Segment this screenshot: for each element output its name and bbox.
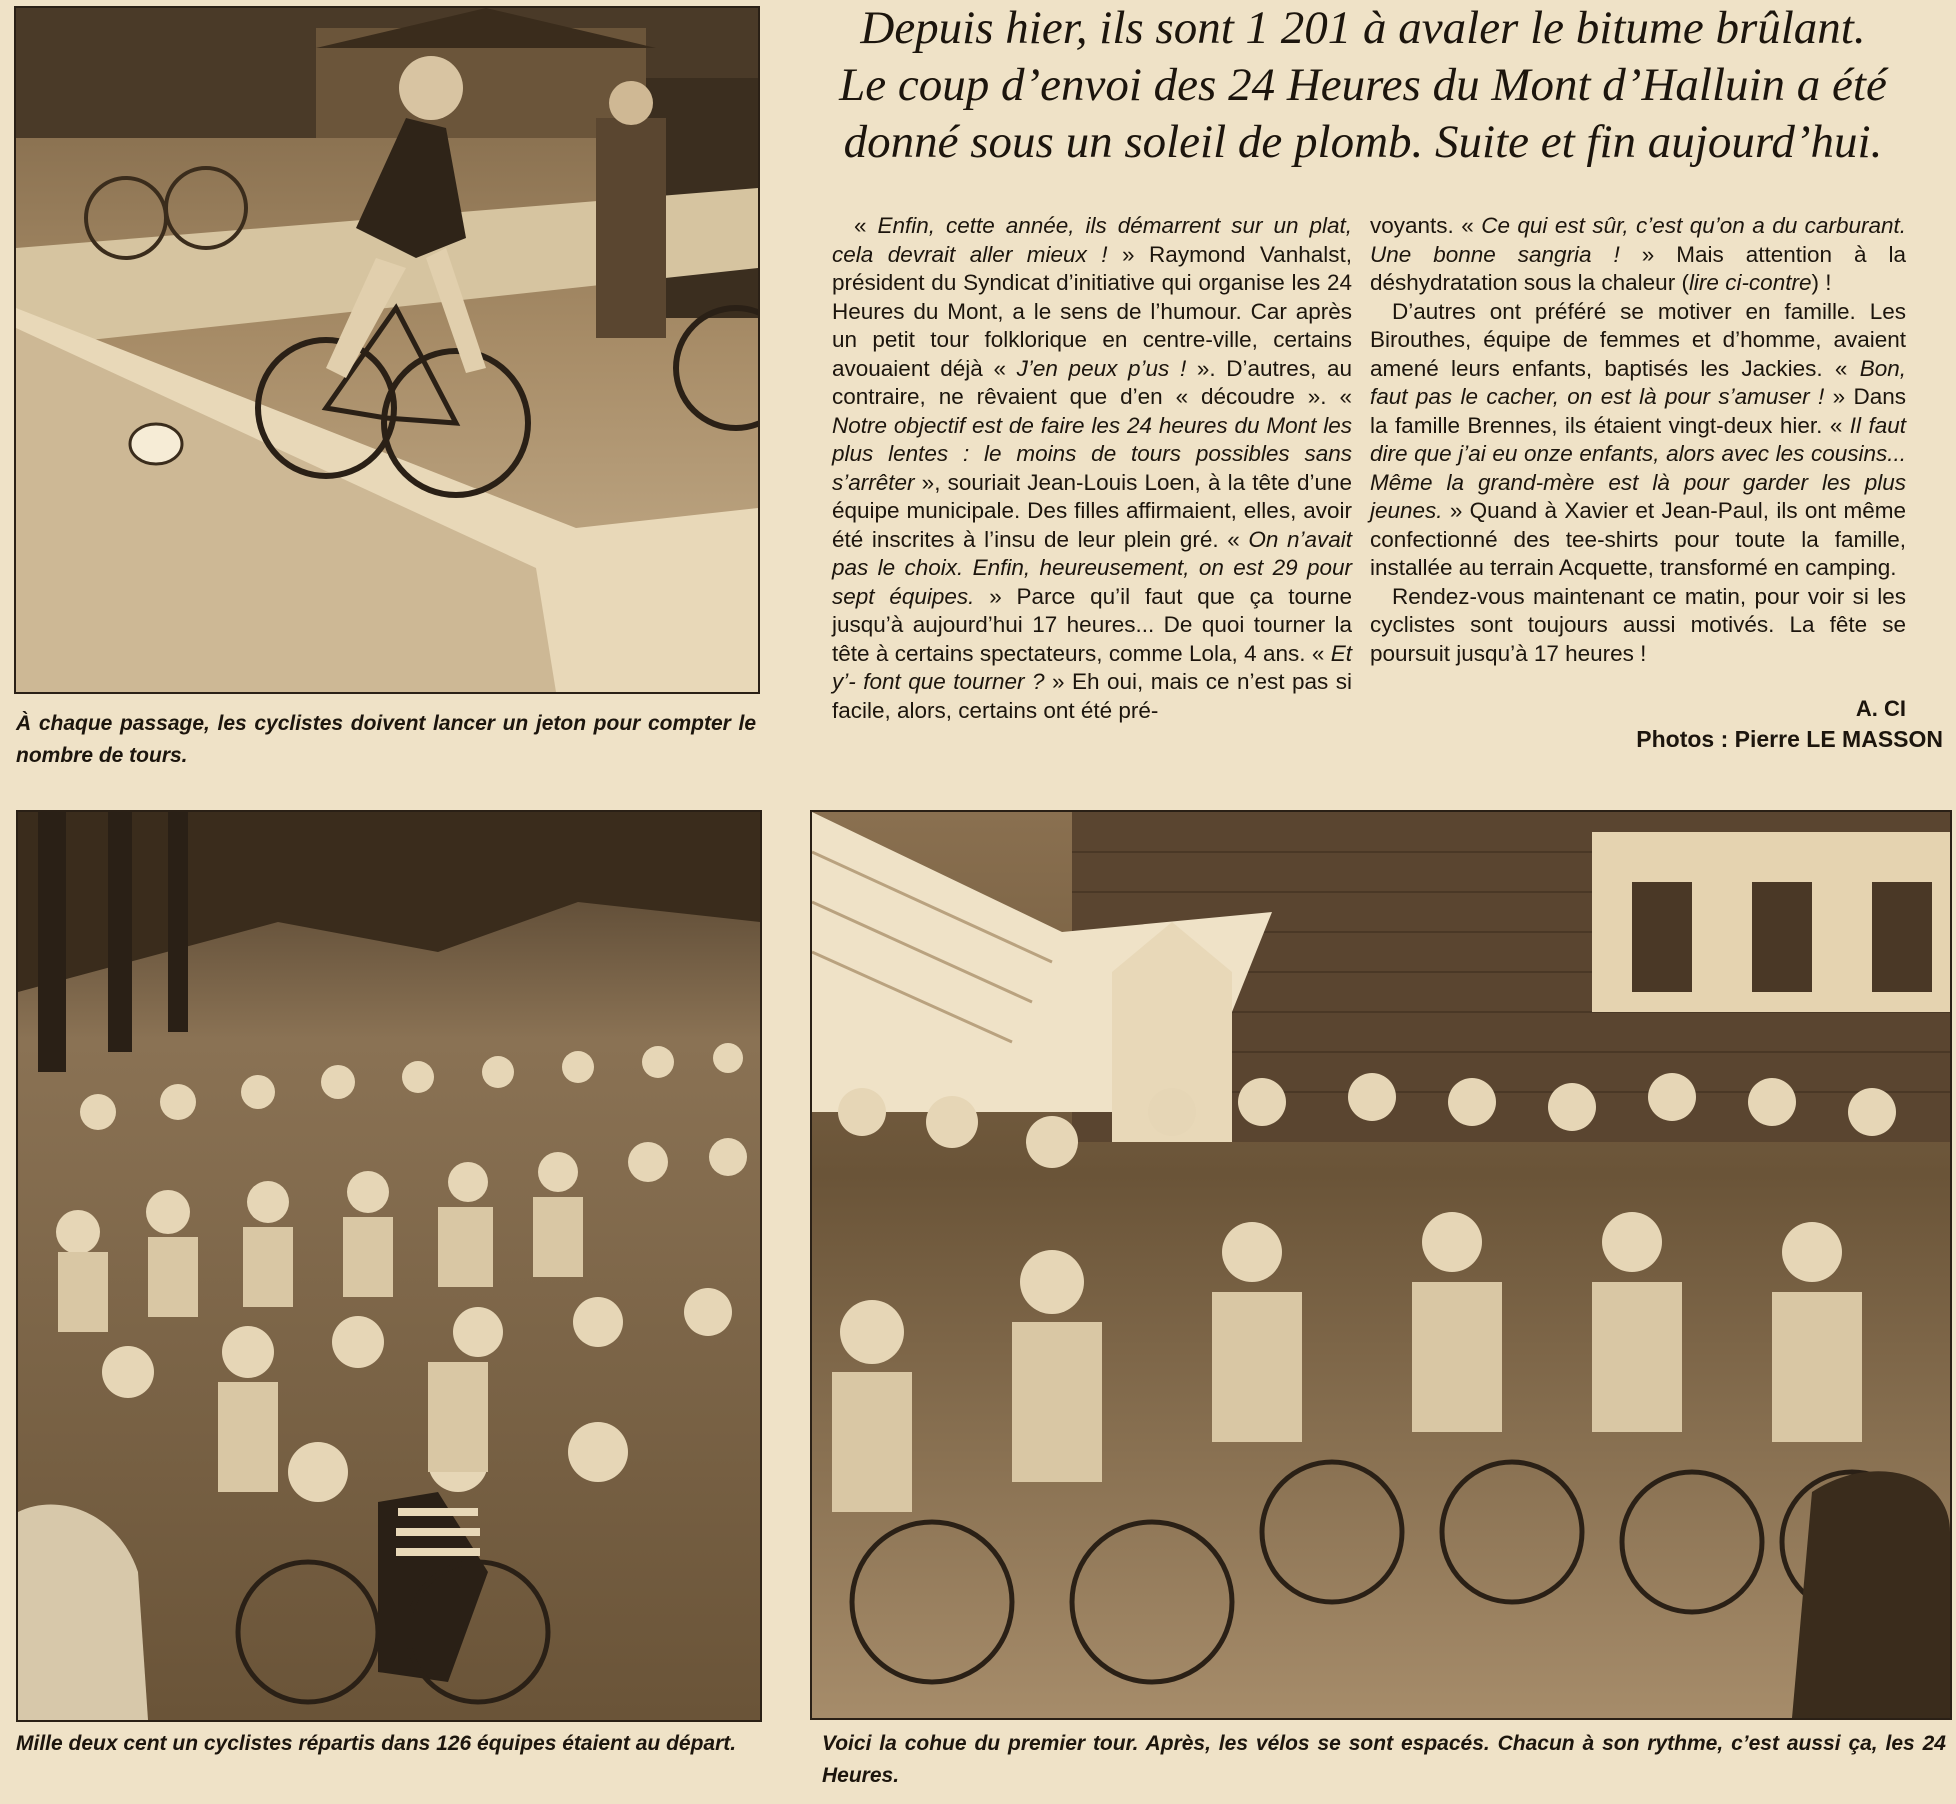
article-text-segment: Notre objectif est de faire les 24 heures du Mont les plus lentes : le moins de tours possibles sans s’arrêter xyxy=(832,412,1352,495)
article-text-segment: » Mais attention à la déshydratation sous la chaleur ( xyxy=(1370,241,1906,295)
author-signature: A. CI xyxy=(1855,696,1906,721)
article-column-1 xyxy=(832,212,1352,725)
article-text-segment: Bon, faut pas le cacher, on est là pour s’amuser ! xyxy=(1370,355,1906,409)
caption-photo-2: Mille deux cent un cyclistes répartis dans 126 équipes étaient au départ. xyxy=(16,1732,737,1755)
article-text-segment: Il faut dire que j’ai eu onze enfants, alors avec les cousins... Même la grand-mère est là pour garder les plus jeunes. xyxy=(1370,412,1907,523)
article-text-segment: », souriait Jean-Louis Loen, à la tête d’une équipe municipale. Des filles affirmaient, elles, avoir été inscrites à l’insu de leur plein gré. « xyxy=(832,469,1352,552)
article-paragraph xyxy=(832,212,1352,725)
headline-line-2: Le coup d’envoi des 24 Heures du Mont d’Halluin a été xyxy=(839,59,1887,111)
article-text-segment: « xyxy=(854,213,878,238)
article-text-segment: Enfin, cette année, ils démarrent sur un plat, cela devrait aller mieux ! xyxy=(832,213,1352,267)
article-paragraph xyxy=(1370,298,1906,583)
headline-line-3: donné sous un soleil de plomb. Suite et fin aujourd’hui. xyxy=(843,116,1883,168)
article-text-segment: lire ci-contre xyxy=(1688,270,1812,295)
article-text-segment: » Raymond Vanhalst, président du Syndicat d’initiative qui organise les 24 Heures du Mont, a le sens de l’humour. Car après un petit tour folklorique en centre-ville, certains avouaient déjà « xyxy=(832,241,1352,381)
photo-crowd-departure xyxy=(16,810,762,1722)
article-text-segment: Et y’- font que tourner ? xyxy=(832,640,1352,694)
article-text-segment: On n’avait pas le choix. Enfin, heureusement, on est 29 pour sept équipes. xyxy=(832,526,1352,609)
article-text-segment: » Eh oui, mais ce n’est pas si facile, alors, certains ont été pré- xyxy=(832,669,1352,723)
photo-cyclist-token xyxy=(14,6,760,694)
photos-credit: Photos : Pierre LE MASSON xyxy=(1636,726,1943,752)
photo-first-lap xyxy=(810,810,1952,1720)
article-text-segment: » Parce qu’il faut que ça tourne jusqu’à aujourd’hui 17 heures... De quoi tourner la tête à certains spectateurs, comme Lola, 4 ans. « xyxy=(832,583,1352,666)
article-text-segment: voyants. « xyxy=(1370,213,1482,238)
headline xyxy=(778,0,1948,171)
article-text-segment: ) ! xyxy=(1811,270,1832,295)
article-text-segment: Rendez-vous maintenant ce matin, pour voir si les cyclistes sont toujours aussi motivés. La fête se poursuit jusqu’à 17 heures ! xyxy=(1370,583,1906,666)
article-text-segment: » Dans la famille Brennes, ils étaient vingt-deux hier. « xyxy=(1370,384,1906,438)
caption-photo-3: Voici la cohue du premier tour. Après, les vélos se sont espacés. Chacun à son rythme, c’est aussi ça, les 24 Heures. xyxy=(822,1732,1946,1787)
article-text-segment: » Quand à Xavier et Jean-Paul, ils ont même confectionné des tee-shirts pour toute la famille, installée au terrain Acquette, transformé en camping. xyxy=(1370,498,1906,580)
article-column-2 xyxy=(1370,212,1906,668)
article-text-segment: D’autres ont préféré se motiver en famille. Les Birouthes, équipe de femmes et d’homme, avaient amené leurs enfants, baptisés les Jackies. « xyxy=(1370,298,1906,381)
article-text-segment: Ce qui est sûr, c’est qu’on a du carburant. Une bonne sangria ! xyxy=(1370,213,1906,267)
headline-line-1: Depuis hier, ils sont 1 201 à avaler le bitume brûlant. xyxy=(860,2,1866,54)
article-text-segment: ». D’autres, au contraire, ne rêvaient que d’en « découdre ». « xyxy=(832,355,1353,409)
article-text-segment: J’en peux p’us ! xyxy=(1016,355,1187,381)
caption-photo-1: À chaque passage, les cyclistes doivent lancer un jeton pour compter le nombre de tours. xyxy=(16,712,756,767)
article-paragraph xyxy=(1370,583,1906,669)
article-paragraph xyxy=(1370,212,1906,298)
